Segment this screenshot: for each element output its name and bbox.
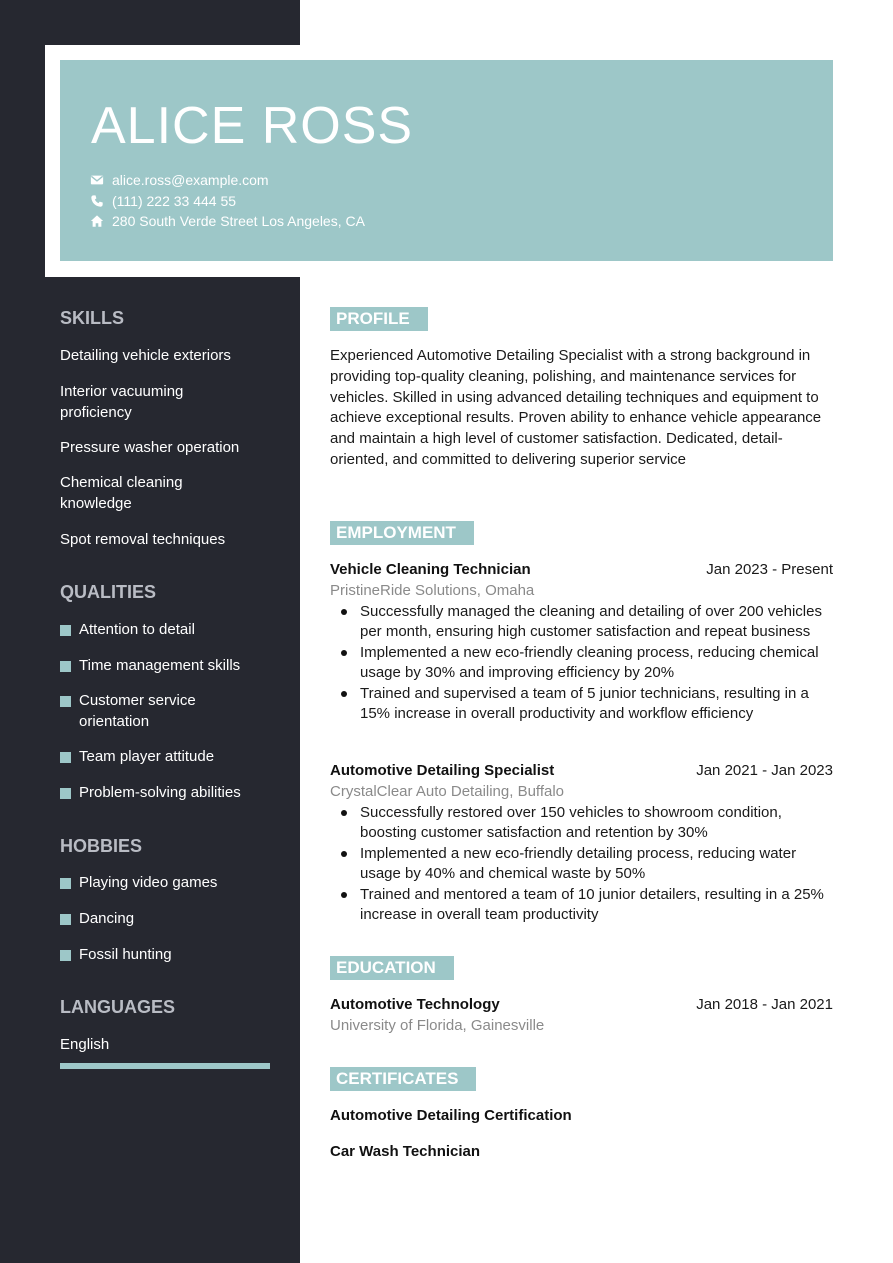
square-bullet-icon <box>60 696 71 707</box>
candidate-name: ALICE ROSS <box>91 97 414 155</box>
languages-title: LANGUAGES <box>60 997 176 1017</box>
quality-label: Attention to detail <box>79 621 195 638</box>
job-bullets <box>330 602 833 725</box>
quality-label: Customer service orientation <box>79 692 196 730</box>
skills-title: SKILLS <box>60 308 125 328</box>
square-bullet-icon <box>60 661 71 672</box>
job-title: Vehicle Cleaning Technician <box>330 561 531 578</box>
square-bullet-icon <box>60 914 71 925</box>
education-section <box>330 956 833 980</box>
education-entry <box>330 995 833 1037</box>
languages-section <box>60 996 280 1018</box>
contact-email <box>90 170 365 191</box>
job-bullet: Implemented a new eco-friendly cleaning process, reducing chemical usage by 30% and improving efficiency by 20% <box>330 643 833 684</box>
hobby-item <box>60 945 280 966</box>
certificate-item: Automotive Detailing Certification <box>330 1107 572 1124</box>
square-bullet-icon <box>60 752 71 763</box>
hobby-item <box>60 873 280 894</box>
quality-item <box>60 747 280 768</box>
contact-address <box>90 211 365 232</box>
hobby-item <box>60 909 280 930</box>
skill-item: Detailing vehicle exteriors <box>60 347 231 364</box>
certificates-section <box>330 1067 833 1091</box>
hobbies-section <box>60 835 280 857</box>
job-bullet: Successfully managed the cleaning and detailing of over 200 vehicles per month, ensuring high customer satisfaction and repeat business <box>330 602 833 643</box>
quality-label: Time management skills <box>79 657 241 674</box>
job-title: Automotive Detailing Specialist <box>330 762 555 779</box>
square-bullet-icon <box>60 625 71 636</box>
email-text[interactable]: alice.ross@example.com <box>112 172 269 189</box>
hobbies-title: HOBBIES <box>60 836 143 856</box>
job-entry <box>330 761 833 926</box>
job-company: PristineRide Solutions, Omaha <box>330 581 535 599</box>
education-header <box>330 995 833 1016</box>
phone-icon <box>90 194 104 208</box>
job-header <box>330 761 833 782</box>
hobby-label: Playing video games <box>79 874 218 891</box>
job-date: Jan 2021 - Jan 2023 <box>696 762 833 779</box>
contact-info <box>90 170 365 232</box>
certificates-list <box>330 1106 833 1166</box>
job-header <box>330 560 833 581</box>
profile-body <box>330 346 833 471</box>
envelope-icon <box>90 173 104 187</box>
profile-title: PROFILE <box>330 307 428 331</box>
profile-text: Experienced Automotive Detailing Specialist with a strong background in providing top-quality cleaning, polishing, and maintenance services for vehicles. Skilled in using advanced detailing techniques and equipment to achieve exceptional results. Proven ability to enhance vehicle appearance and maintain a high level of customer satisfaction. Dedicated, detail-oriented, and committed to delivering superior service <box>330 347 822 468</box>
skills-section <box>60 307 280 329</box>
language-level-bar <box>60 1063 270 1069</box>
square-bullet-icon <box>60 950 71 961</box>
certificates-title: CERTIFICATES <box>330 1067 476 1091</box>
job-date: Jan 2023 - Present <box>706 561 833 578</box>
quality-item <box>60 783 280 804</box>
quality-item <box>60 691 230 732</box>
skill-item: Pressure washer operation <box>60 439 240 456</box>
school-name: University of Florida, Gainesville <box>330 1016 545 1034</box>
profile-section <box>330 307 833 331</box>
employment-section <box>330 521 833 545</box>
job-entry <box>330 560 833 725</box>
quality-label: Team player attitude <box>79 748 215 765</box>
hobby-label: Dancing <box>79 910 135 927</box>
certificate-item: Car Wash Technician <box>330 1143 481 1160</box>
phone-text[interactable]: (111) 222 33 444 55 <box>112 192 237 209</box>
degree-title: Automotive Technology <box>330 996 500 1013</box>
job-company: CrystalClear Auto Detailing, Buffalo <box>330 782 565 800</box>
job-bullet: Successfully restored over 150 vehicles to showroom condition, boosting customer satisfaction and retention by 30% <box>330 803 833 844</box>
job-bullet: Implemented a new eco-friendly detailing process, reducing water usage by 40% and chemical waste by 50% <box>330 844 833 885</box>
education-date: Jan 2018 - Jan 2021 <box>696 996 833 1013</box>
employment-title: EMPLOYMENT <box>330 521 474 545</box>
square-bullet-icon <box>60 878 71 889</box>
job-bullets <box>330 803 833 926</box>
job-bullet: Trained and supervised a team of 5 junior technicians, resulting in a 15% increase in overall productivity and workflow efficiency <box>330 684 833 725</box>
education-title: EDUCATION <box>330 956 454 980</box>
skill-item: Chemical cleaning knowledge <box>60 474 183 512</box>
skill-item: Interior vacuuming proficiency <box>60 383 184 421</box>
address-text: 280 South Verde Street Los Angeles, CA <box>112 213 365 230</box>
quality-item <box>60 620 280 641</box>
quality-item <box>60 656 280 677</box>
job-bullet: Trained and mentored a team of 10 junior detailers, resulting in a 25% increase in overall team productivity <box>330 885 833 926</box>
home-icon <box>90 214 104 228</box>
contact-phone <box>90 191 365 212</box>
language-name: English <box>60 1036 110 1053</box>
square-bullet-icon <box>60 788 71 799</box>
header <box>60 60 833 261</box>
skill-item: Spot removal techniques <box>60 531 226 548</box>
qualities-title: QUALITIES <box>60 582 157 602</box>
qualities-section <box>60 581 280 603</box>
hobby-label: Fossil hunting <box>79 946 172 963</box>
quality-label: Problem-solving abilities <box>79 784 241 801</box>
